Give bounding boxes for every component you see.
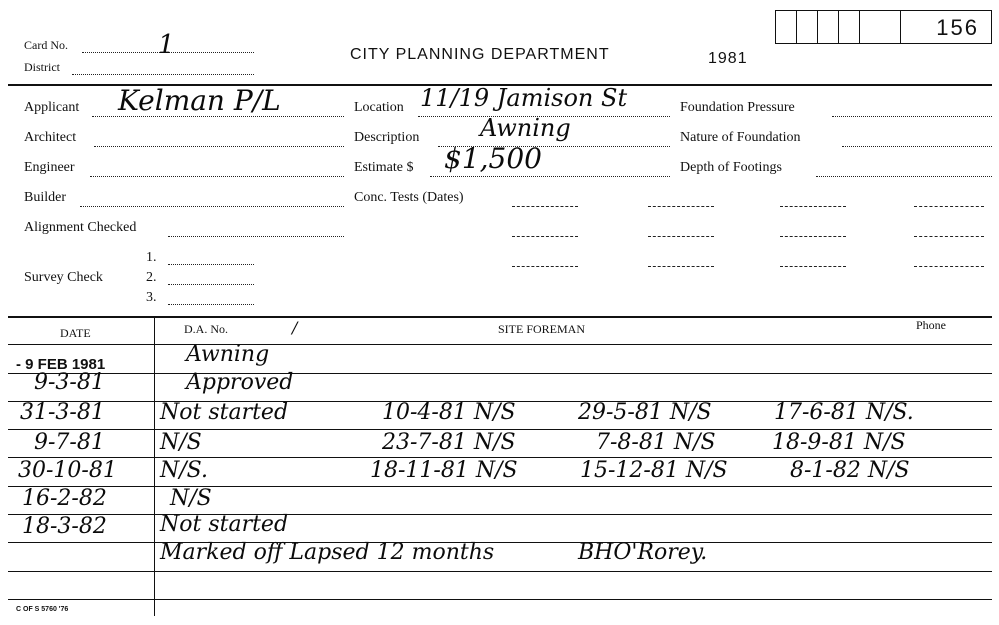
card-number: 156 (936, 15, 979, 40)
row-rule (8, 486, 992, 487)
row-entry: Approved (186, 370, 294, 395)
description-value: Awning (480, 114, 571, 142)
foundation-pressure-line (832, 116, 992, 117)
row-entry: Marked off Lapsed 12 months (160, 540, 495, 565)
row-entry: 10-4-81 N/S (382, 400, 516, 425)
survey-num-1: 1. (146, 250, 157, 265)
row-entry: 17-6-81 N/S. (774, 400, 914, 425)
survey-line-3 (168, 304, 254, 305)
estimate-label: Estimate $ (354, 160, 414, 175)
survey-line-2 (168, 284, 254, 285)
card-box-3 (817, 10, 839, 44)
row-rule (8, 514, 992, 515)
survey-num-3: 3. (146, 290, 157, 305)
page-title: CITY PLANNING DEPARTMENT (350, 46, 610, 63)
card-box-4 (838, 10, 860, 44)
alignment-label: Alignment Checked (24, 220, 137, 235)
nature-line (842, 146, 992, 147)
foreman-header: SITE FOREMAN (498, 322, 586, 336)
conc-dash (914, 236, 984, 237)
row-entry: 15-12-81 N/S (580, 458, 728, 483)
conc-dash (512, 236, 578, 237)
depth-line (816, 176, 992, 177)
card-no-label: Card No. (24, 38, 68, 52)
conc-dash (914, 266, 984, 267)
foundation-pressure-label: Foundation Pressure (680, 100, 795, 115)
location-value: 11/19 Jamison St (420, 84, 628, 112)
engineer-line (90, 176, 344, 177)
conc-tests-label: Conc. Tests (Dates) (354, 190, 464, 205)
conc-dash (780, 266, 846, 267)
conc-dash (648, 236, 714, 237)
survey-line-1 (168, 264, 254, 265)
conc-dash (648, 266, 714, 267)
row-entry: 29-5-81 N/S (578, 400, 712, 425)
table-top-rule (8, 316, 992, 318)
conc-dash (512, 206, 578, 207)
card-box-2 (796, 10, 818, 44)
location-label: Location (354, 100, 404, 115)
row-entry: N/S (160, 430, 202, 455)
row-entry: 7-8-81 N/S (596, 430, 716, 455)
form-code: C OF S 5760 '76 (16, 606, 69, 613)
row-date: 16-2-82 (22, 486, 107, 511)
row-signature: BHO'Rorey. (578, 540, 708, 565)
engineer-label: Engineer (24, 160, 75, 175)
row-entry: 18-9-81 N/S (772, 430, 906, 455)
row-rule (8, 542, 992, 543)
header-row-rule (8, 344, 992, 345)
builder-line (80, 206, 344, 207)
year: 1981 (708, 50, 748, 67)
district-label: District (24, 60, 60, 74)
applicant-label: Applicant (24, 100, 80, 115)
architect-label: Architect (24, 130, 77, 145)
row-entry: N/S (170, 486, 212, 511)
phone-header: Phone (916, 318, 946, 332)
survey-label: Survey Check (24, 270, 103, 285)
da-value: / (292, 318, 298, 337)
row-entry: Awning (186, 342, 270, 367)
row-entry: 18-11-81 N/S (370, 458, 518, 483)
row-rule (8, 599, 992, 600)
row-rule (8, 373, 992, 374)
description-label: Description (354, 130, 420, 145)
estimate-value: $1,500 (444, 142, 542, 175)
card-box-1 (775, 10, 797, 44)
row-date: 9-7-81 (34, 430, 105, 455)
applicant-value: Kelman P/L (118, 84, 281, 117)
conc-dash (780, 236, 846, 237)
row-date: 9-3-81 (34, 370, 105, 395)
row-rule (8, 571, 992, 572)
conc-dash (648, 206, 714, 207)
builder-label: Builder (24, 190, 66, 205)
row-entry: N/S. (160, 458, 208, 483)
card-box-5 (859, 10, 901, 44)
architect-line (94, 146, 344, 147)
alignment-line (168, 236, 344, 237)
survey-num-2: 2. (146, 270, 157, 285)
row-date: 30-10-81 (18, 458, 117, 483)
row-entry: Not started (160, 400, 289, 425)
conc-dash (512, 266, 578, 267)
row-date: - 9 FEB 1981 (16, 356, 106, 373)
da-header: D.A. No. (184, 322, 228, 336)
card-no-value: 1 (158, 30, 175, 60)
conc-dash (780, 206, 846, 207)
row-entry: 8-1-82 N/S (790, 458, 910, 483)
estimate-line (430, 176, 670, 177)
nature-label: Nature of Foundation (680, 130, 801, 145)
row-date: 31-3-81 (20, 400, 105, 425)
card-number-box (900, 10, 992, 44)
row-entry: Not started (160, 512, 289, 537)
conc-dash (914, 206, 984, 207)
row-date: 18-3-82 (22, 514, 107, 539)
depth-label: Depth of Footings (680, 160, 782, 175)
row-entry: 23-7-81 N/S (382, 430, 516, 455)
date-header: DATE (60, 326, 91, 340)
district-line (72, 74, 254, 75)
